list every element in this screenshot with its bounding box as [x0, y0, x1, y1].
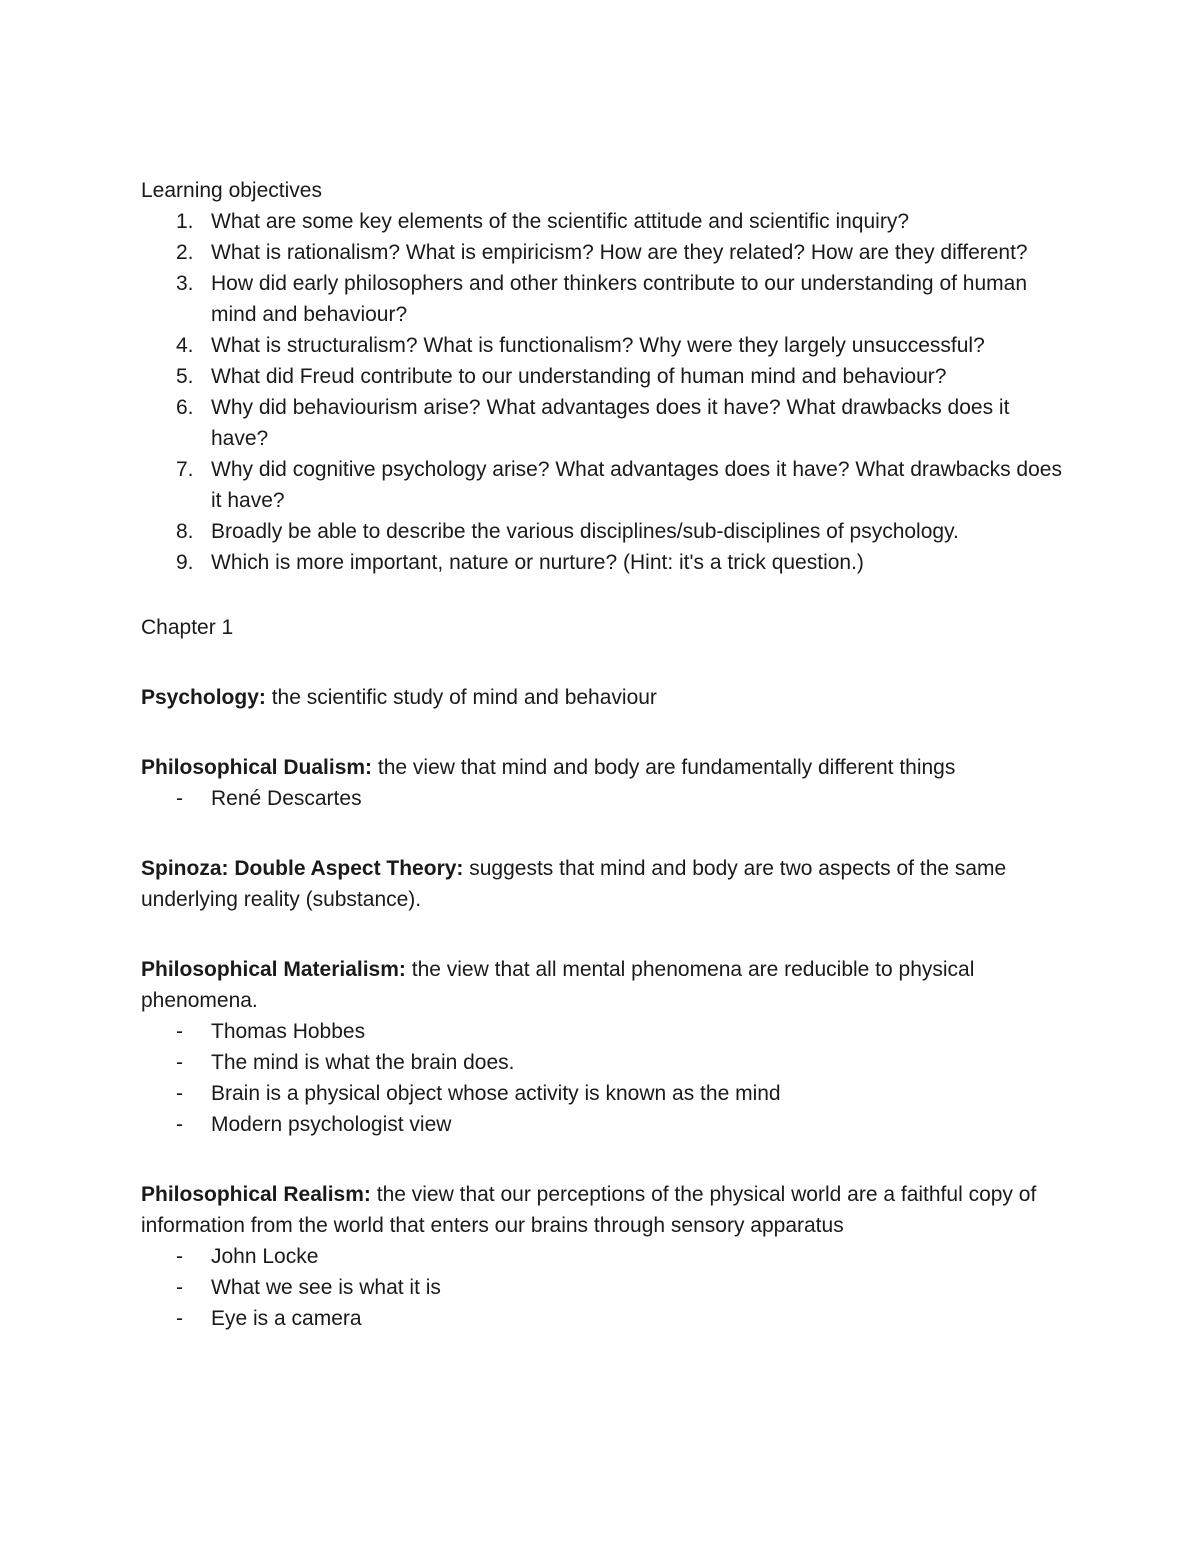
bullet-item: - René Descartes: [141, 783, 1071, 814]
list-item: [141, 454, 1071, 516]
list-item: [141, 547, 1071, 578]
definition-text: the view that our perceptions of the physical world are a faithful copy of information from the world that enters our brains through sensory apparatus: [141, 1183, 1037, 1237]
bullet-item: - Eye is a camera: [141, 1303, 1071, 1334]
list-item: [141, 392, 1071, 454]
bullet-item: - What we see is what it is: [141, 1272, 1071, 1303]
definition-term: Philosophical Dualism:: [141, 756, 373, 779]
definition-philosophical-realism: [141, 1179, 1071, 1334]
definition-term: Philosophical Materialism:: [141, 958, 406, 981]
definition-term: Spinoza: Double Aspect Theory:: [141, 857, 464, 880]
list-item-text: Broadly be able to describe the various disciplines/sub-disciplines of psychology.: [211, 520, 959, 543]
bullet-list: [141, 783, 1071, 814]
list-item-text: Why did behaviourism arise? What advantages does it have? What drawbacks does it have?: [211, 396, 1010, 450]
list-item-text: How did early philosophers and other thinkers contribute to our understanding of human mind and behaviour?: [211, 272, 1027, 326]
definition-text: the view that all mental phenomena are reducible to physical phenomena.: [141, 958, 975, 1012]
list-item: [141, 268, 1071, 330]
bullet-item: - Thomas Hobbes: [141, 1016, 1071, 1047]
list-item-number: 6.: [176, 396, 194, 419]
list-item: [141, 206, 1071, 237]
bullet-item: - John Locke: [141, 1241, 1071, 1272]
bullet-list: [141, 1241, 1071, 1334]
chapter-title: Chapter 1: [141, 616, 234, 639]
list-item-number: 1.: [176, 210, 194, 233]
list-item-text: What is rationalism? What is empiricism? How are they related? How are they different?: [211, 241, 1028, 264]
document-page: [141, 175, 1071, 1334]
list-item-text: Why did cognitive psychology arise? What advantages does it have? What drawbacks does it have?: [211, 458, 1062, 512]
list-item-number: 5.: [176, 365, 194, 388]
list-item-number: 4.: [176, 334, 194, 357]
list-item-text: Which is more important, nature or nurture? (Hint: it's a trick question.): [211, 551, 864, 574]
list-item-number: 7.: [176, 458, 194, 481]
bullet-item: - Modern psychologist view: [141, 1109, 1071, 1140]
definition-term: Psychology:: [141, 686, 266, 709]
definition-text: the view that mind and body are fundamentally different things: [372, 756, 956, 779]
list-item-number: 3.: [176, 272, 194, 295]
definition-psychology: [141, 682, 1071, 713]
list-item: [141, 361, 1071, 392]
bullet-item: - The mind is what the brain does.: [141, 1047, 1071, 1078]
list-item-text: What did Freud contribute to our understanding of human mind and behaviour?: [211, 365, 947, 388]
objectives-list: [141, 206, 1071, 578]
list-item: [141, 516, 1071, 547]
list-item-text: What are some key elements of the scientific attitude and scientific inquiry?: [211, 210, 910, 233]
learning-objectives-heading: Learning objectives: [141, 179, 322, 202]
list-item-text: What is structuralism? What is functionalism? Why were they largely unsuccessful?: [211, 334, 985, 357]
definition-philosophical-dualism: [141, 752, 1071, 814]
list-item-number: 2.: [176, 241, 194, 264]
definition-text: the scientific study of mind and behaviour: [265, 686, 657, 709]
list-item: [141, 330, 1071, 361]
definition-philosophical-materialism: [141, 954, 1071, 1140]
definition-term: Philosophical Realism:: [141, 1183, 371, 1206]
definition-double-aspect-theory: [141, 853, 1071, 915]
list-item: [141, 237, 1071, 268]
bullet-item: - Brain is a physical object whose activity is known as the mind: [141, 1078, 1071, 1109]
definition-text: suggests that mind and body are two aspects of the same underlying reality (substance).: [141, 857, 1007, 911]
list-item-number: 9.: [176, 551, 194, 574]
bullet-list: [141, 1016, 1071, 1140]
list-item-number: 8.: [176, 520, 194, 543]
